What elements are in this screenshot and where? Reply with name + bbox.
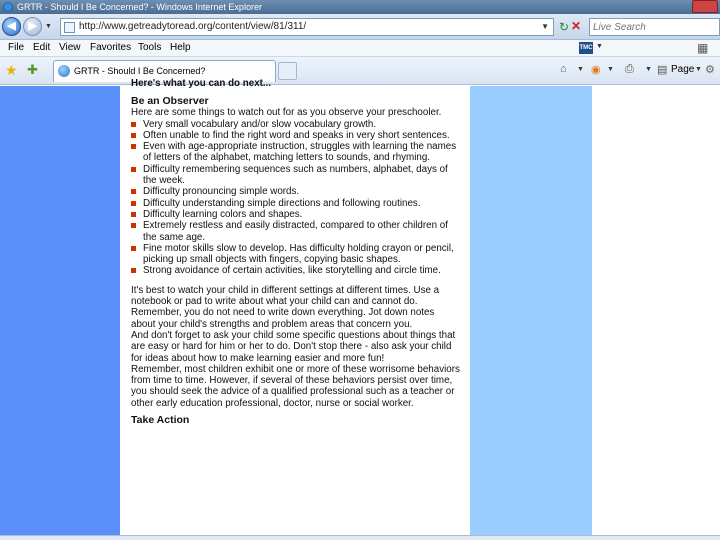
bullet-icon <box>131 189 136 194</box>
page-viewport[interactable] <box>0 78 720 535</box>
bullet-icon <box>131 246 136 251</box>
list-item: Even with age-appropriate instruction, struggles with learning the names of letters of the alphabet, matching letters to sounds, and rhyming. <box>131 141 461 164</box>
list-item: Difficulty understanding simple directions and following routines. <box>131 198 461 209</box>
page-menu-icon[interactable]: ▤ <box>657 64 668 76</box>
bullet-icon <box>131 122 136 127</box>
menu-bar <box>0 40 720 57</box>
list-item: Difficulty learning colors and shapes. <box>131 209 461 220</box>
menu-help[interactable]: Help <box>170 42 191 53</box>
bullet-icon <box>131 167 136 172</box>
recent-pages-dropdown[interactable]: ▼ <box>45 23 52 30</box>
bullet-icon <box>131 133 136 138</box>
address-url[interactable]: http://www.getreadytoread.org/content/view/81/311/ <box>79 21 307 32</box>
feeds-icon[interactable]: ◉ <box>591 64 601 76</box>
menu-file[interactable]: File <box>8 42 25 53</box>
list-item: Strong avoidance of certain activities, like storytelling and circle time. <box>131 265 461 276</box>
take-action-heading: Take Action <box>131 414 190 427</box>
page-dropdown-icon[interactable]: ▼ <box>695 66 702 73</box>
address-dropdown-icon[interactable]: ▼ <box>541 22 549 31</box>
window-title-bar <box>0 0 720 14</box>
print-icon[interactable]: ⎙ <box>625 63 634 75</box>
bullet-icon <box>131 212 136 217</box>
back-arrow-icon[interactable]: ◀ <box>2 17 21 36</box>
list-item: Difficulty remembering sequences such as numbers, alphabet, days of the week. <box>131 164 461 187</box>
menu-favorites[interactable]: Favorites <box>90 42 132 53</box>
address-bar[interactable] <box>60 18 554 36</box>
add-favorite-icon[interactable]: ✚ <box>27 62 38 77</box>
warning-signs-list <box>131 119 461 277</box>
menu-tools[interactable]: Tools <box>138 42 162 53</box>
ie-logo-icon <box>3 2 13 12</box>
menu-view[interactable]: View <box>59 42 81 53</box>
list-item: Difficulty pronouncing simple words. <box>131 186 461 197</box>
right-blue-column <box>470 86 592 535</box>
list-item: Extremely restless and easily distracted, compared to other children of the same age. <box>131 220 461 243</box>
toolbar-addon-icon[interactable]: TMC <box>579 42 593 54</box>
article-body <box>131 78 461 426</box>
paragraph-observe-settings: It's best to watch your child in different settings at different times. Use a notebook or pad to write about what your child can and cannot do. Remember, you do not need to write down everything. Jot down notes about your child's strengths and problem areas that concern you. <box>131 284 440 330</box>
page-menu-button[interactable]: Page <box>671 64 695 75</box>
bullet-icon <box>131 144 136 149</box>
tab-favicon-icon <box>58 65 70 77</box>
tab-label: GRTR - Should I Be Concerned? <box>74 66 206 76</box>
print-dropdown-icon[interactable]: ▼ <box>645 66 652 73</box>
bullet-icon <box>131 201 136 206</box>
observer-intro: Here are some things to watch out for as you observe your preschooler. <box>131 107 442 119</box>
refresh-icon[interactable]: ↻ <box>559 20 570 34</box>
home-icon[interactable]: ⌂ <box>560 63 567 75</box>
search-input[interactable] <box>590 19 719 35</box>
previous-heading: Here's what you can do next... <box>131 78 272 89</box>
favorites-star-icon[interactable]: ★ <box>5 62 18 78</box>
live-search-box[interactable] <box>589 18 720 36</box>
window-close-button[interactable] <box>692 0 718 13</box>
toolbar-addon-dropdown[interactable]: ▼ <box>596 43 603 50</box>
paragraph-seek-advice: Remember, most children exhibit one or more of these worrisome behaviors from time to time. However, if several of these behaviors persist over time, you should seek the advice of a qualified professional such as a teacher or other early education professional, doctor, nurse or social worker. <box>131 363 460 409</box>
status-bar <box>0 535 720 540</box>
bullet-icon <box>131 268 136 273</box>
paragraph-ask-child: And don't forget to ask your child some specific questions about things that are easy or hard for him or her to do. Don't stop there - also ask your child for ideas about how to make learning easier and more fun! <box>131 329 456 364</box>
address-toolbar <box>0 14 720 40</box>
list-item: Fine motor skills slow to develop. Has difficulty holding crayon or pencil, picking up small objects with fingers, copying basic shapes. <box>131 243 461 266</box>
feeds-dropdown-icon[interactable]: ▼ <box>607 66 614 73</box>
menu-edit[interactable]: Edit <box>33 42 51 53</box>
window-title: GRTR - Should I Be Concerned? - Windows Internet Explorer <box>17 2 262 12</box>
list-item: Very small vocabulary and/or slow vocabulary growth. <box>131 119 461 130</box>
observer-heading: Be an Observer <box>131 95 209 107</box>
bullet-icon <box>131 223 136 228</box>
list-item: Often unable to find the right word and speaks in very short sentences. <box>131 130 461 141</box>
stop-icon[interactable]: ✕ <box>571 19 582 33</box>
tools-gear-icon[interactable]: ⚙ <box>705 64 715 76</box>
toolbar-overflow-icon[interactable]: ▦ <box>697 41 709 55</box>
page-icon <box>64 22 75 33</box>
article-column <box>120 78 470 535</box>
left-blue-margin <box>0 86 120 535</box>
forward-arrow-icon[interactable]: ▶ <box>23 17 42 36</box>
home-dropdown-icon[interactable]: ▼ <box>577 66 584 73</box>
